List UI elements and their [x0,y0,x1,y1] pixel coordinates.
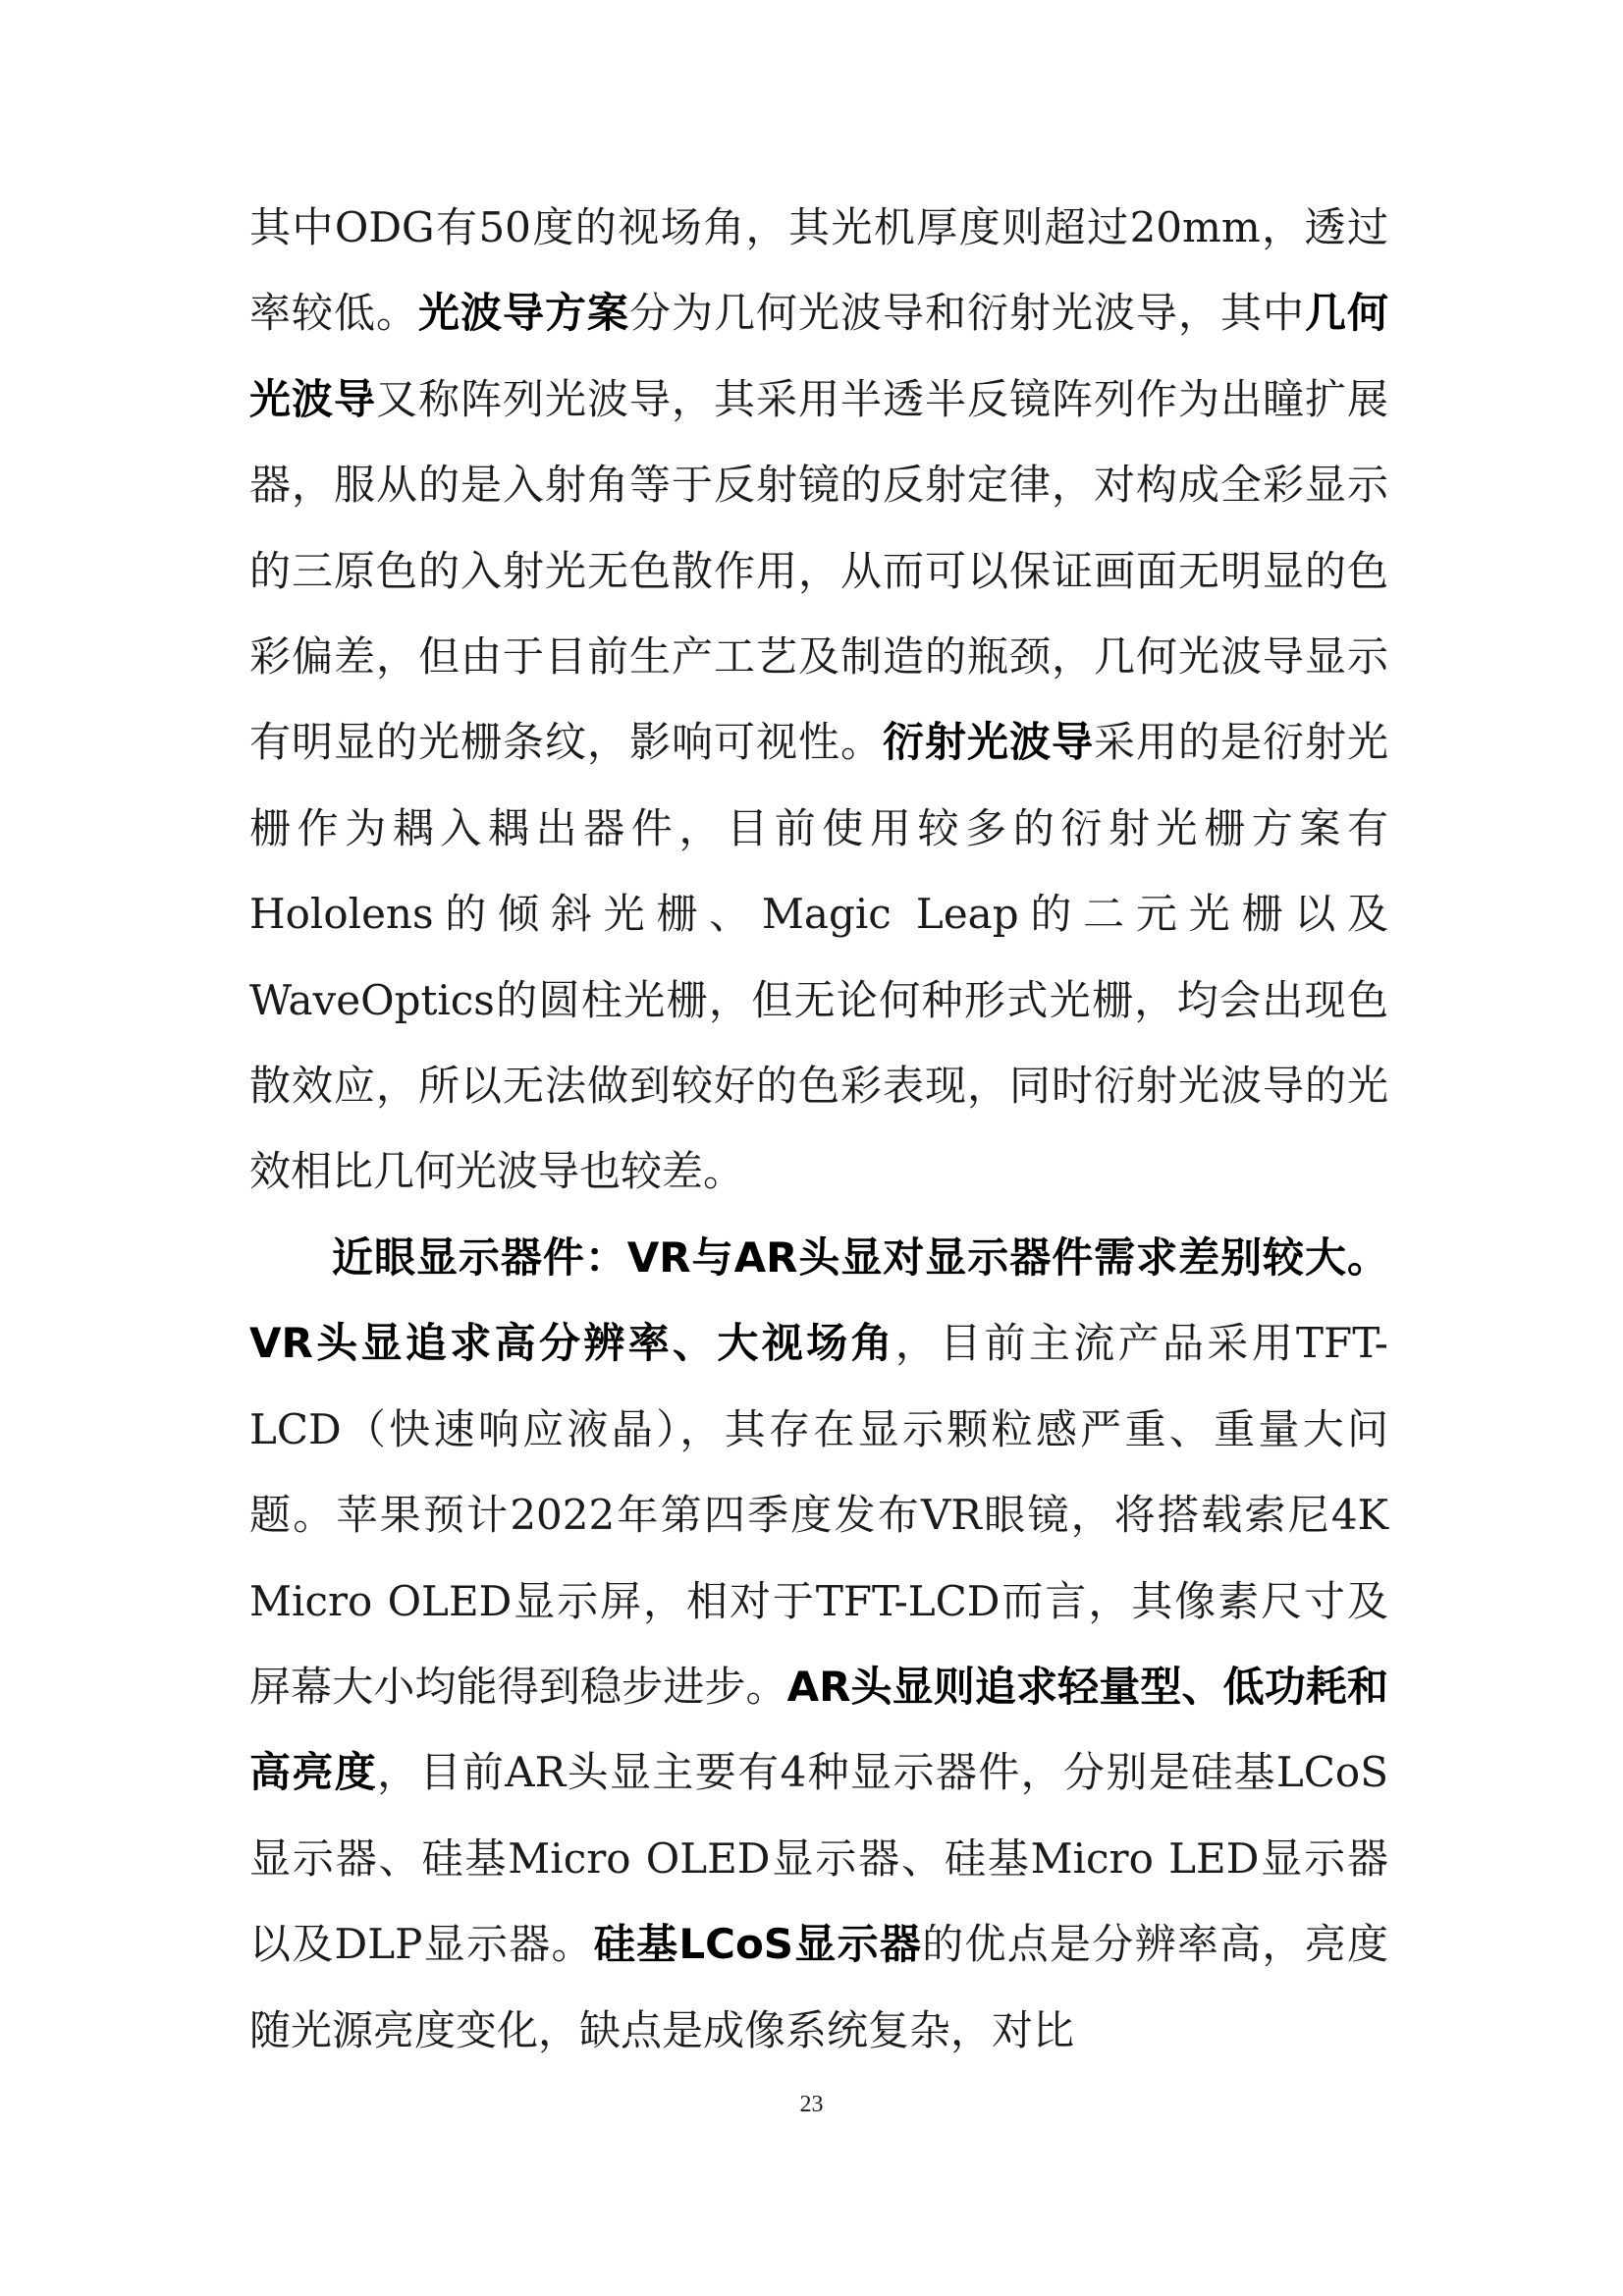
text-lcos-display: 的优点是分辨率高，亮度随光源亮度变化，缺点是成像系统复杂，对比 [249,1920,1388,2054]
heading-near-eye-display: 近眼显示器件：VR与AR头显对显示器件需求差别较大。VR头显追求高分辨率、大视场角 [249,1232,1388,1368]
paragraph-waveguide [249,185,1388,1215]
text-diffractive-waveguide: 采用的是衍射光栅作为耦入耦出器件，目前使用较多的衍射光栅方案有Hololens的倾斜光栅、Magic Leap的二元光栅以及WaveOptics的圆柱光栅，但无论何种形式光栅，均会出现色散效应，所以无法做到较好的色彩表现，同时衍射光波导的光效相比几何光波导也较差。 [249,718,1388,1196]
text-ar-display-types: ，目前AR头显主要有4种显示器件，分别是硅基LCoS显示器、硅基Micro OLED显示器、硅基Micro LED显示器以及DLP显示器。 [249,1748,1388,1969]
body-text [249,185,1388,2073]
text-odg-fov: 其中ODG有50度的视场角，其光机厚度则超过20mm，透过率较低。 [249,203,1388,338]
text-waveguide-types: 分为几何光波导和衍射光波导，其中 [629,289,1305,338]
page-number: 23 [799,2092,824,2117]
heading-waveguide-solution: 光波导方案 [418,289,629,338]
heading-diffractive-waveguide: 衍射光波导 [882,718,1094,767]
text-geometric-waveguide: 又称阵列光波导，其采用半透半反镜阵列作为出瞳扩展器，服从的是入射角等于反射镜的反射定律，对构成全彩显示的三原色的入射光无色散作用，从而可以保证画面无明显的色彩偏差，但由于目前生产工艺及制造的瓶颈，几何光波导显示有明显的光栅条纹，影响可视性。 [249,374,1388,767]
heading-lcos-display: 硅基LCoS显示器 [593,1920,923,1969]
heading-geometric-waveguide: 几何光波导 [249,289,1388,423]
paragraph-near-eye-display [249,1215,1388,2073]
heading-ar-display: AR头显则追求轻量型、低功耗和高亮度 [249,1662,1388,1797]
text-vr-display: ，目前主流产品采用TFT-LCD（快速响应液晶），其存在显示颗粒感严重、重量大问题。苹果预计2022年第四季度发布VR眼镜，将搭载索尼4K Micro OLED显示屏，相对于TFT-LCD而言，其像素尺寸及屏幕大小均能得到稳步进步。 [249,1319,1388,1711]
